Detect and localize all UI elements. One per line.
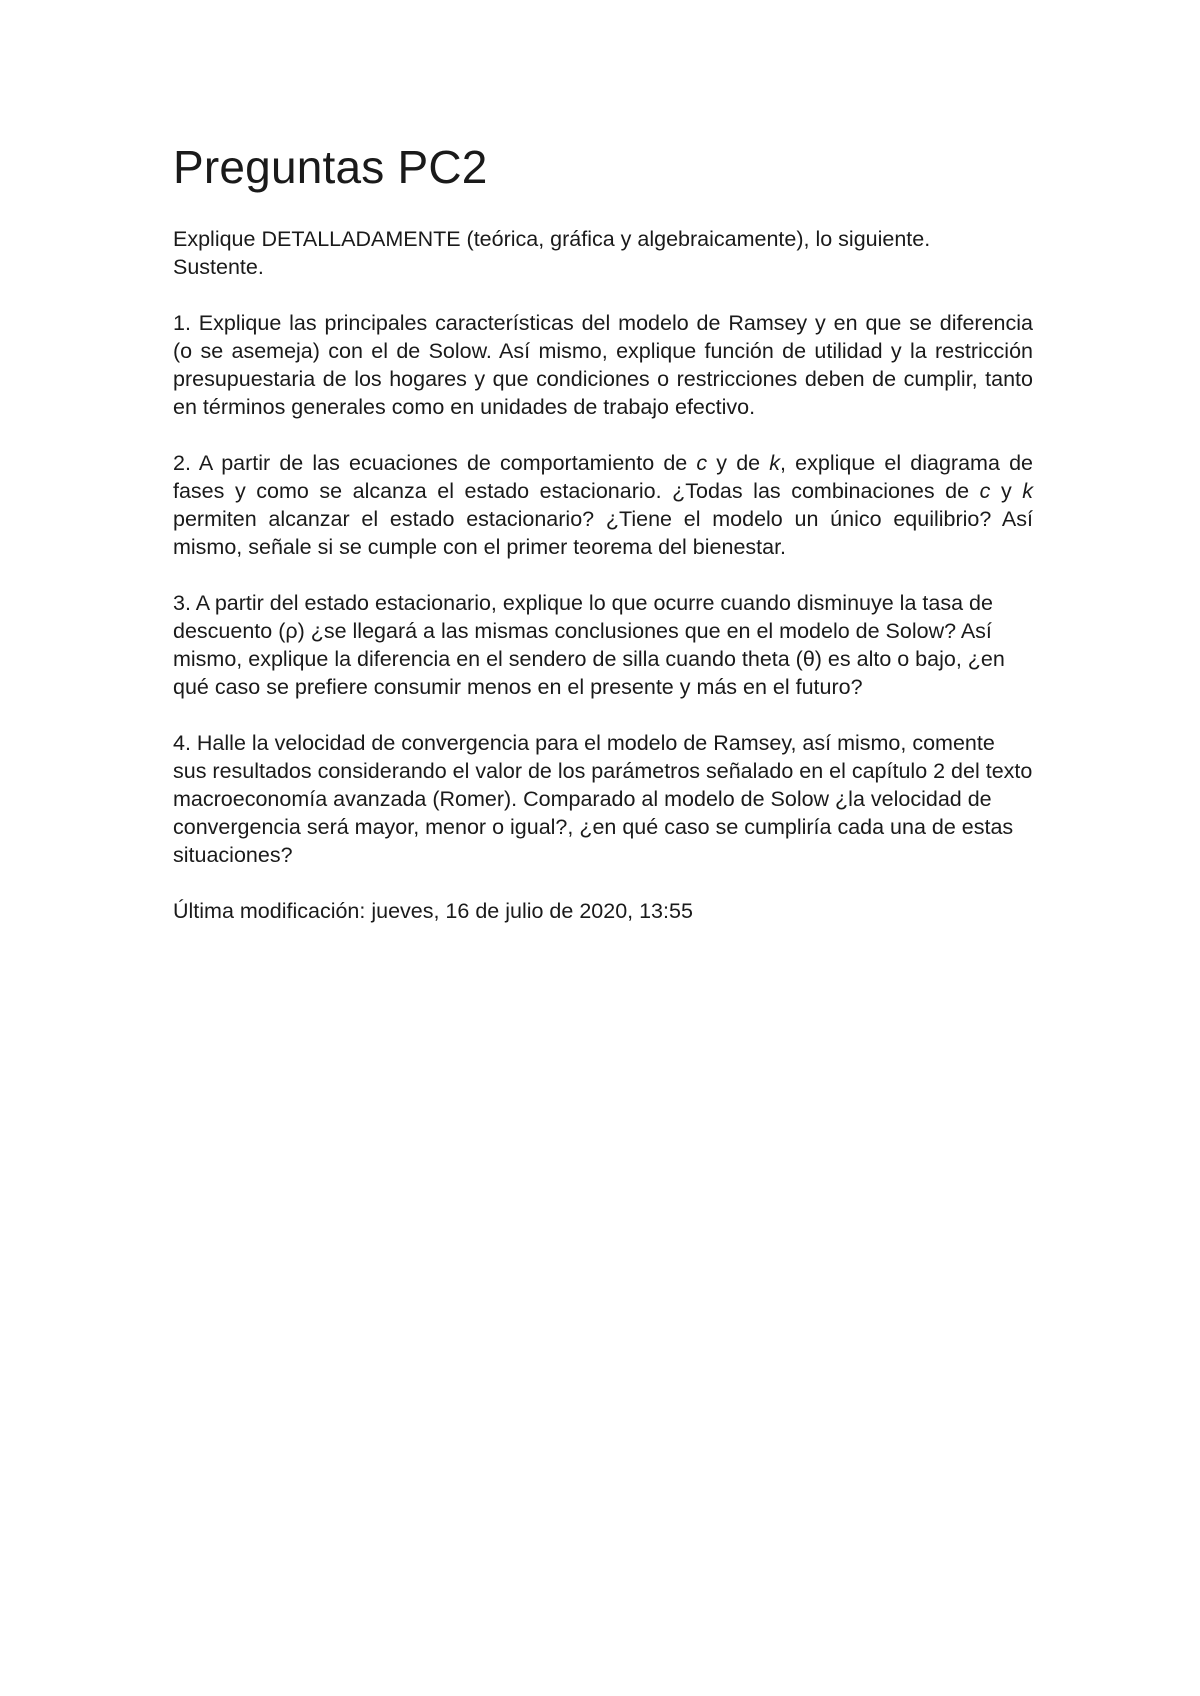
intro-line-2: Sustente. bbox=[173, 255, 264, 280]
question-4: 4. Halle la velocidad de convergencia para el modelo de Ramsey, así mismo, comente sus resultados considerando el valor de los parámetros señalado en el capítulo 2 del texto macroeconomía avanzada (Romer). Comparado al modelo de Solow ¿la velocidad de convergencia será mayor, menor o igual?, ¿en qué caso se cumpliría cada una de estas situaciones? bbox=[173, 731, 1033, 868]
question-3: 3. A partir del estado estacionario, explique lo que ocurre cuando disminuye la tasa de descuento (ρ) ¿se llegará a las mismas conclusiones que en el modelo de Solow? Así mismo, explique la diferencia en el sendero de silla cuando theta (θ) es alto o bajo, ¿en qué caso se prefiere consumir menos en el presente y más en el futuro? bbox=[173, 591, 1005, 700]
document-page bbox=[173, 140, 1033, 925]
variable-k: k bbox=[1022, 479, 1033, 504]
question-2-text-2: y de bbox=[707, 451, 770, 476]
question-2 bbox=[173, 449, 1033, 561]
variable-k: k bbox=[769, 451, 781, 476]
question-2-text-1: 2. A partir de las ecuaciones de comportamiento de bbox=[173, 451, 697, 476]
intro-paragraph bbox=[173, 225, 1033, 281]
question-2-text-3: , explique el diagrama de fases y como se alcanza el estado estacionario. ¿Todas las combinaciones de bbox=[173, 451, 1033, 504]
intro-line-1: Explique DETALLADAMENTE (teórica, gráfica y algebraicamente), lo siguiente. bbox=[173, 227, 931, 252]
variable-c: c bbox=[979, 479, 991, 504]
last-modified: Última modificación: jueves, 16 de julio de 2020, 13:55 bbox=[173, 899, 693, 924]
question-1: 1. Explique las principales características del modelo de Ramsey y en que se diferencia (o se asemeja) con el de Solow. Así mismo, explique función de utilidad y la restricción presupuestaria de los hogares y que condiciones o restricciones deben de cumplir, tanto en términos generales como en unidades de trabajo efectivo. bbox=[173, 311, 1033, 420]
question-2-text-5: permiten alcanzar el estado estacionario? ¿Tiene el modelo un único equilibrio? Así mismo, señale si se cumple con el primer teorema del bienestar. bbox=[173, 507, 1033, 560]
page-title: Preguntas PC2 bbox=[173, 141, 488, 193]
variable-c: c bbox=[696, 451, 708, 476]
question-2-text-4: y bbox=[990, 479, 1023, 504]
